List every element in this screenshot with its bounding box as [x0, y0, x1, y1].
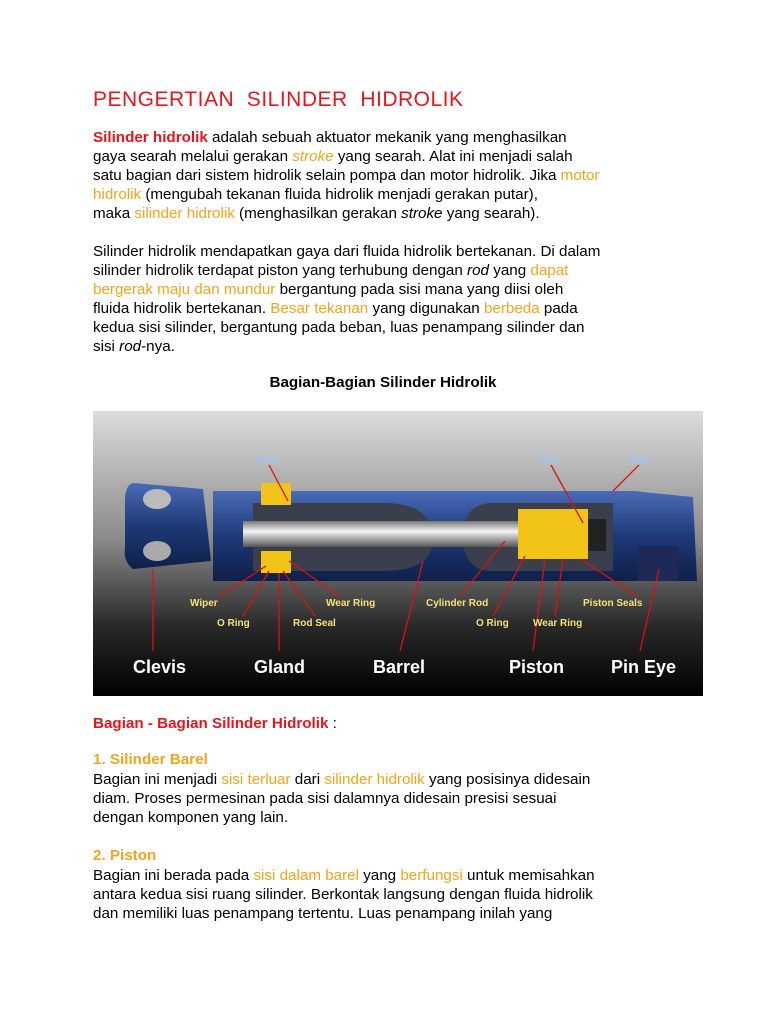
clevis-hole-top [143, 489, 171, 509]
term-stroke: stroke [292, 148, 334, 165]
label-cylinder-rod: Cylinder Rod [426, 598, 489, 609]
text-run: bergantung pada sisi mana yang diisi oleh [275, 281, 564, 298]
piston-nut [588, 519, 606, 551]
figure-heading: Bagian-Bagian Silinder Hidrolik [269, 374, 497, 391]
text-run: Silinder hidrolik mendapatkan gaya dari fluida hidrolik bertekanan. Di dalam [93, 243, 601, 260]
text-run: dengan komponen yang lain. [93, 809, 289, 826]
text-line [93, 261, 703, 280]
gland-seal-bottom [261, 551, 291, 573]
text-run: stroke [401, 205, 443, 222]
label-wiper: Wiper [190, 598, 218, 609]
text-run: kedua sisi silinder, bergantung pada beban, luas penampang silinder dan [93, 319, 585, 336]
second-paragraph [93, 242, 703, 356]
link-motor-hidrolik-cont[interactable]: hidrolik [93, 186, 142, 203]
text-run: (menghasilkan gerakan [234, 205, 402, 222]
label-o-ring-right: O Ring [476, 618, 509, 629]
label-pin-eye: Pin Eye [611, 657, 677, 677]
text-line [93, 280, 703, 299]
text-line [93, 337, 703, 356]
heading-piston: 2. Piston [93, 847, 157, 864]
text-line [93, 128, 703, 147]
text-line [93, 185, 703, 204]
text-line [93, 808, 703, 827]
text-run: gaya searah melalui gerakan [93, 148, 293, 165]
label-clevis: Clevis [133, 657, 187, 677]
text-run: : [328, 715, 337, 732]
label-piston: Piston [509, 657, 565, 677]
label-port-left: Port [258, 455, 278, 466]
text-run: yang searah). [442, 205, 540, 222]
section-title-text: Bagian - Bagian Silinder Hidrolik [93, 715, 329, 732]
text-run: rod [119, 338, 142, 355]
label-o-ring-left: O Ring [217, 618, 250, 629]
text-run: -nya. [141, 338, 175, 355]
text-run: satu bagian dari sistem hidrolik selain pompa dan motor hidrolik. Jika [93, 167, 561, 184]
text-run: yang [358, 867, 401, 884]
silinder-barel-paragraph [93, 770, 703, 827]
link-dapat-bergerak[interactable]: dapat [530, 262, 569, 279]
text-line [93, 789, 703, 808]
label-piston-seals: Piston Seals [583, 598, 643, 609]
text-run: diam. Proses permesinan pada sisi dalamnya didesain presisi sesuai [93, 790, 557, 807]
term-silinder-hidrolik: Silinder hidrolik [93, 129, 208, 146]
text-line [93, 242, 703, 261]
link-besar-tekanan[interactable]: Besar tekanan [270, 300, 369, 317]
text-line [93, 204, 703, 223]
cylinder-rod [243, 521, 543, 547]
text-run: rod [467, 262, 489, 279]
text-line [93, 866, 703, 885]
label-nut: Nut [541, 455, 558, 466]
link-sisi-dalam-barel[interactable]: sisi dalam barel [253, 867, 359, 884]
link-silinder-hidrolik-2[interactable]: silinder hidrolik [324, 771, 425, 788]
text-run: fluida hidrolik bertekanan. [93, 300, 271, 317]
text-run: pada [539, 300, 578, 317]
text-run: yang posisinya didesain [424, 771, 591, 788]
section-title [93, 714, 703, 733]
hydraulic-cylinder-figure [93, 411, 703, 696]
text-run: antara kedua sisi ruang silinder. Berkontak langsung dengan fluida hidrolik [93, 886, 593, 903]
text-run: silinder hidrolik terdapat piston yang terhubung dengan [93, 262, 468, 279]
text-line [93, 885, 703, 904]
link-berfungsi[interactable]: berfungsi [400, 867, 463, 884]
text-run: Bagian ini berada pada [93, 867, 254, 884]
piston-block [518, 509, 588, 559]
text-line [93, 299, 703, 318]
text-run: yang [489, 262, 531, 279]
text-line [93, 318, 703, 337]
link-motor-hidrolik[interactable]: motor [560, 167, 600, 184]
text-run: Bagian ini menjadi [93, 771, 222, 788]
text-run: dari [290, 771, 325, 788]
text-line [93, 770, 703, 789]
piston-paragraph [93, 866, 703, 923]
text-line [93, 714, 703, 733]
text-line [93, 147, 703, 166]
text-line [93, 166, 703, 185]
label-barrel: Barrel [373, 657, 426, 677]
label-wear-ring-left: Wear Ring [326, 598, 376, 609]
link-berbeda[interactable]: berbeda [483, 300, 540, 317]
cylinder-illustration [93, 411, 703, 696]
intro-paragraph [93, 128, 703, 223]
text-run: adalah sebuah aktuator mekanik yang menghasilkan [207, 129, 567, 146]
label-wear-ring-right: Wear Ring [533, 618, 583, 629]
label-rod-seal: Rod Seal [293, 618, 336, 629]
link-sisi-terluar[interactable]: sisi terluar [221, 771, 291, 788]
label-port-right: Port [629, 455, 649, 466]
heading-silinder-barel: 1. Silinder Barel [93, 751, 208, 768]
link-dapat-bergerak-cont[interactable]: bergerak maju dan mundur [93, 281, 276, 298]
text-run: (mengubah tekanan fluida hidrolik menjadi gerakan putar), [141, 186, 538, 203]
text-run: yang searah. Alat ini menjadi salah [333, 148, 573, 165]
text-run: yang digunakan [368, 300, 484, 317]
text-run: untuk memisahkan [462, 867, 595, 884]
text-run: dan memiliki luas penampang tertentu. Luas penampang inilah yang [93, 905, 553, 922]
text-run: maka [93, 205, 135, 222]
text-line [93, 904, 703, 923]
link-silinder-hidrolik[interactable]: silinder hidrolik [134, 205, 235, 222]
label-gland: Gland [254, 657, 306, 677]
gland-seal-top [261, 483, 291, 505]
page-title: PENGERTIAN SILINDER HIDROLIK [93, 88, 464, 111]
text-run: sisi [93, 338, 120, 355]
clevis-hole-bottom [143, 541, 171, 561]
